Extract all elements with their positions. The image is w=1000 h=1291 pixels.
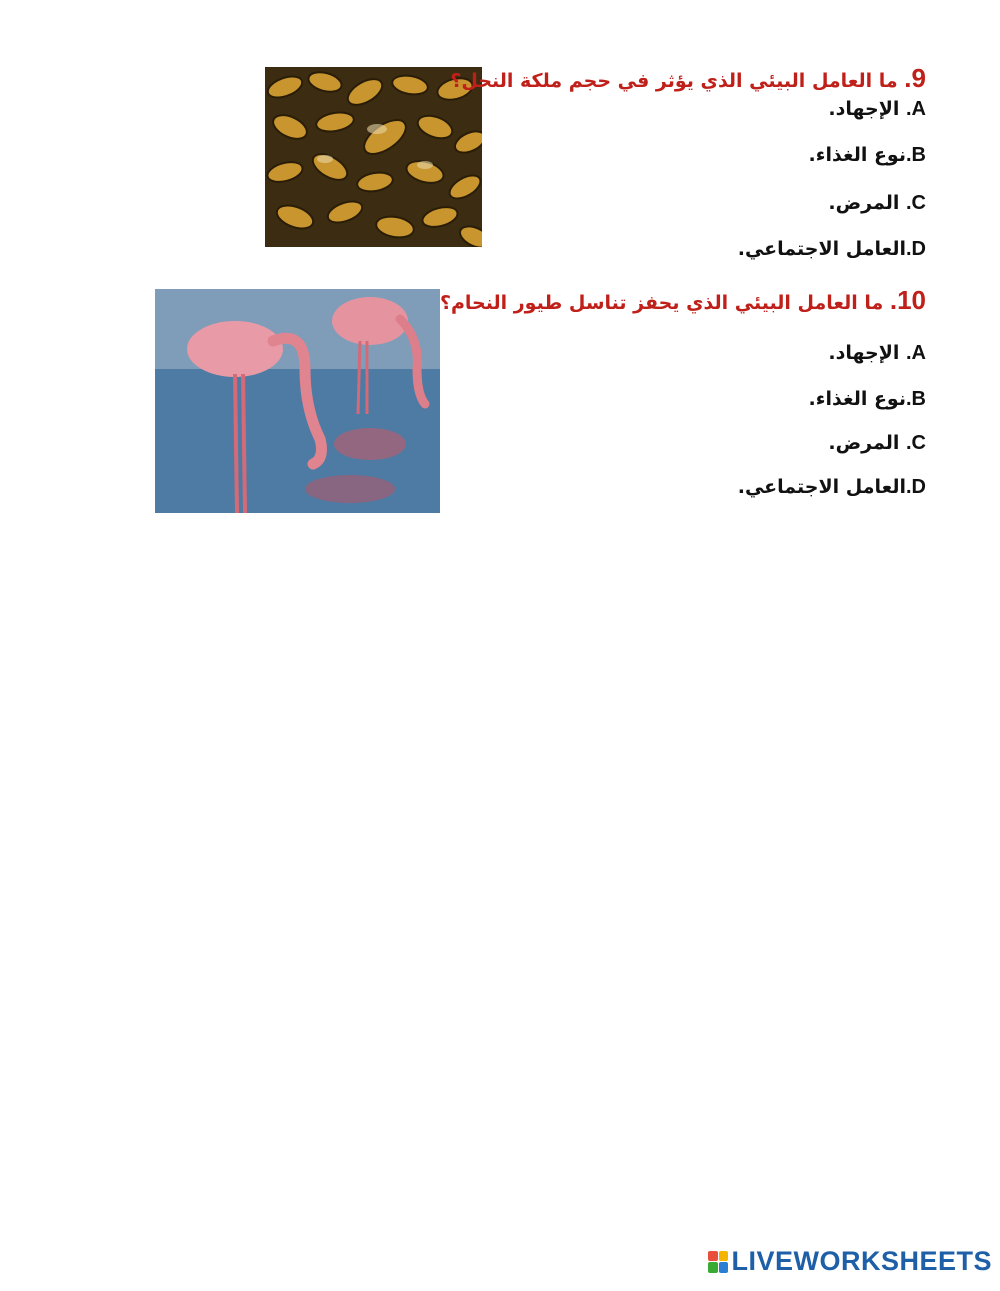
- liveworksheets-brand[interactable]: [708, 1246, 992, 1277]
- brand-text: LIVEWORKSHEETS: [731, 1246, 992, 1276]
- question-9-option-c[interactable]: C. المرض.: [828, 192, 926, 214]
- question-10-option-d[interactable]: D.العامل الاجتماعي.: [737, 476, 926, 498]
- question-9-option-a[interactable]: A. الإجهاد.: [828, 98, 926, 120]
- liveworksheets-logo-icon: [708, 1251, 728, 1273]
- question-9-text: ما العامل البيئي الذي يؤثر في حجم ملكة النحل؟: [450, 70, 905, 92]
- question-10-title: [439, 285, 926, 317]
- logo-square-2: [719, 1251, 729, 1262]
- logo-square-4: [719, 1262, 729, 1273]
- question-9-option-d[interactable]: D.العامل الاجتماعي.: [737, 238, 926, 260]
- question-10-text: ما العامل البيئي الذي يحفز تناسل طيور النحام؟: [439, 292, 890, 314]
- question-10: [439, 285, 926, 516]
- question-9-option-b[interactable]: B.نوع الغذاء.: [808, 144, 926, 166]
- question-10-number: 10.: [889, 285, 926, 315]
- logo-square-1: [708, 1251, 718, 1262]
- question-10-option-a[interactable]: A. الإجهاد.: [828, 342, 926, 364]
- question-9: [450, 63, 926, 269]
- question-9-number: 9.: [904, 63, 926, 93]
- question-10-option-c[interactable]: C. المرض.: [828, 432, 926, 454]
- question-9-title: [450, 63, 926, 95]
- flamingo-photo: [155, 289, 440, 513]
- logo-square-3: [708, 1262, 718, 1273]
- question-10-option-b[interactable]: B.نوع الغذاء.: [808, 388, 926, 410]
